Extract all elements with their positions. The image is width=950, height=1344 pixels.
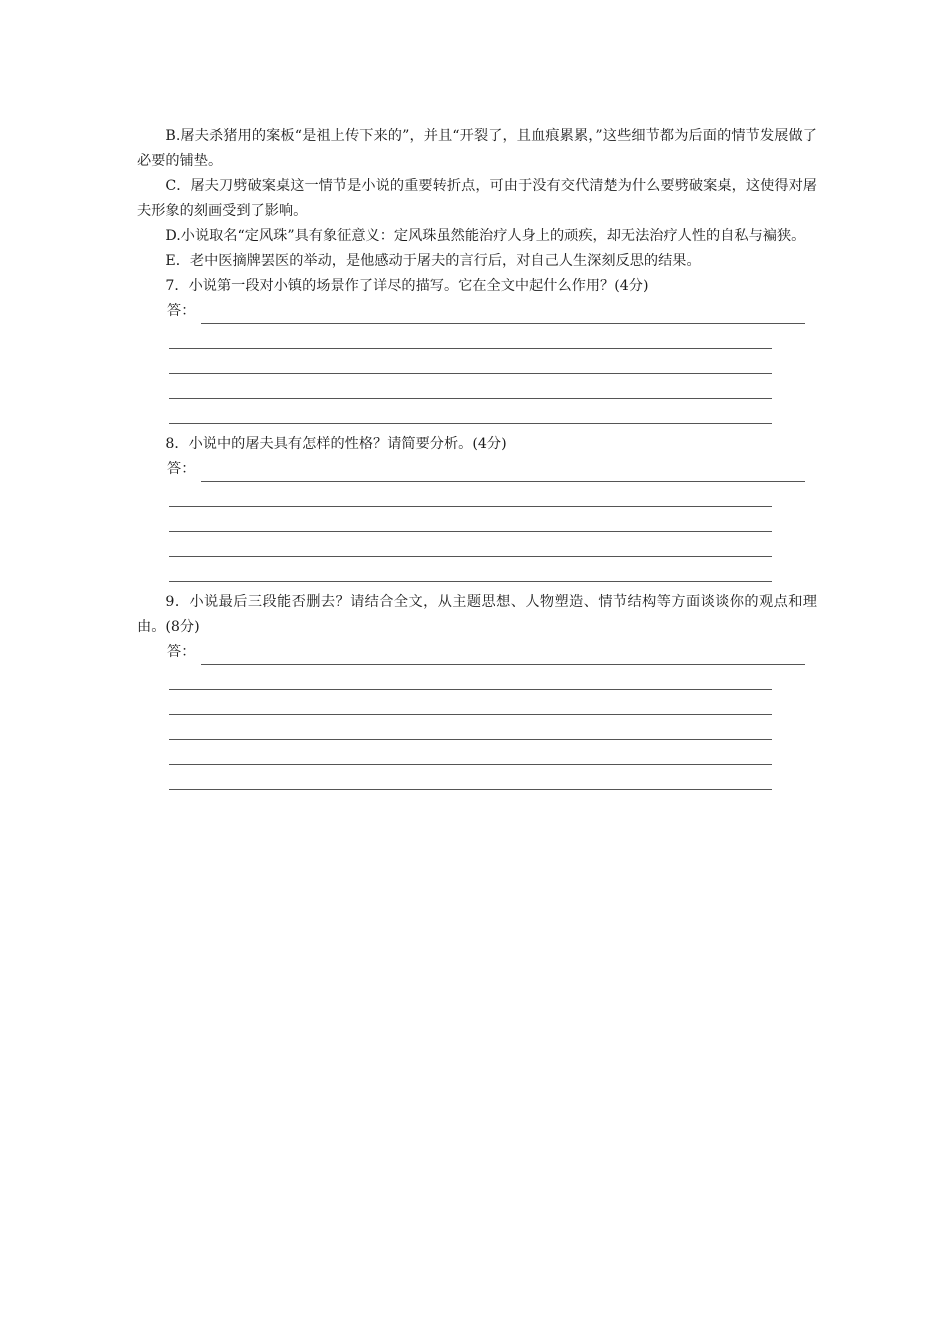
answer-line[interactable] [169, 557, 772, 582]
question-9: 9．小说最后三段能否删去？请结合全文，从主题思想、人物塑造、情节结构等方面谈谈你的观点和理由。(8分) [137, 594, 817, 635]
answer-line[interactable] [169, 740, 772, 765]
answer-line[interactable] [169, 532, 772, 557]
exam-page [137, 124, 817, 790]
answer-line[interactable] [201, 463, 805, 482]
answer-line[interactable] [169, 374, 772, 399]
option-e: E．老中医摘牌罢医的举动，是他感动于屠夫的言行后，对自己人生深刻反思的结果。 [165, 253, 701, 269]
answer-area-7[interactable] [137, 299, 817, 424]
option-d: D.小说取名“定风珠”具有象征意义：定风珠虽然能治疗人身上的顽疾，却无法治疗人性的自私与褊狭。 [165, 228, 806, 244]
question-8: 8．小说中的屠夫具有怎样的性格？请简要分析。(4分) [165, 436, 507, 452]
answer-line[interactable] [169, 349, 772, 374]
answer-line[interactable] [169, 482, 772, 507]
answer-area-9[interactable] [137, 640, 817, 790]
answer-line[interactable] [201, 305, 805, 324]
answer-line[interactable] [169, 324, 772, 349]
answer-line[interactable] [169, 665, 772, 690]
answer-label: 答： [167, 644, 196, 660]
answer-line[interactable] [169, 715, 772, 740]
answer-line[interactable] [169, 690, 772, 715]
answer-area-8[interactable] [137, 457, 817, 582]
answer-label: 答： [167, 461, 196, 477]
answer-line[interactable] [169, 765, 772, 790]
answer-line[interactable] [169, 507, 772, 532]
answer-line[interactable] [201, 646, 805, 665]
option-b: B.屠夫杀猪用的案板“是祖上传下来的”，并且“开裂了，且血痕累累，”这些细节都为后面的情节发展做了必要的铺垫。 [137, 128, 817, 169]
answer-line[interactable] [169, 399, 772, 424]
answer-label: 答： [167, 303, 196, 319]
option-c: C．屠夫刀劈破案桌这一情节是小说的重要转折点，可由于没有交代清楚为什么要劈破案桌，这使得对屠夫形象的刻画受到了影响。 [137, 178, 817, 219]
question-7: 7．小说第一段对小镇的场景作了详尽的描写。它在全文中起什么作用？(4分) [165, 278, 649, 294]
